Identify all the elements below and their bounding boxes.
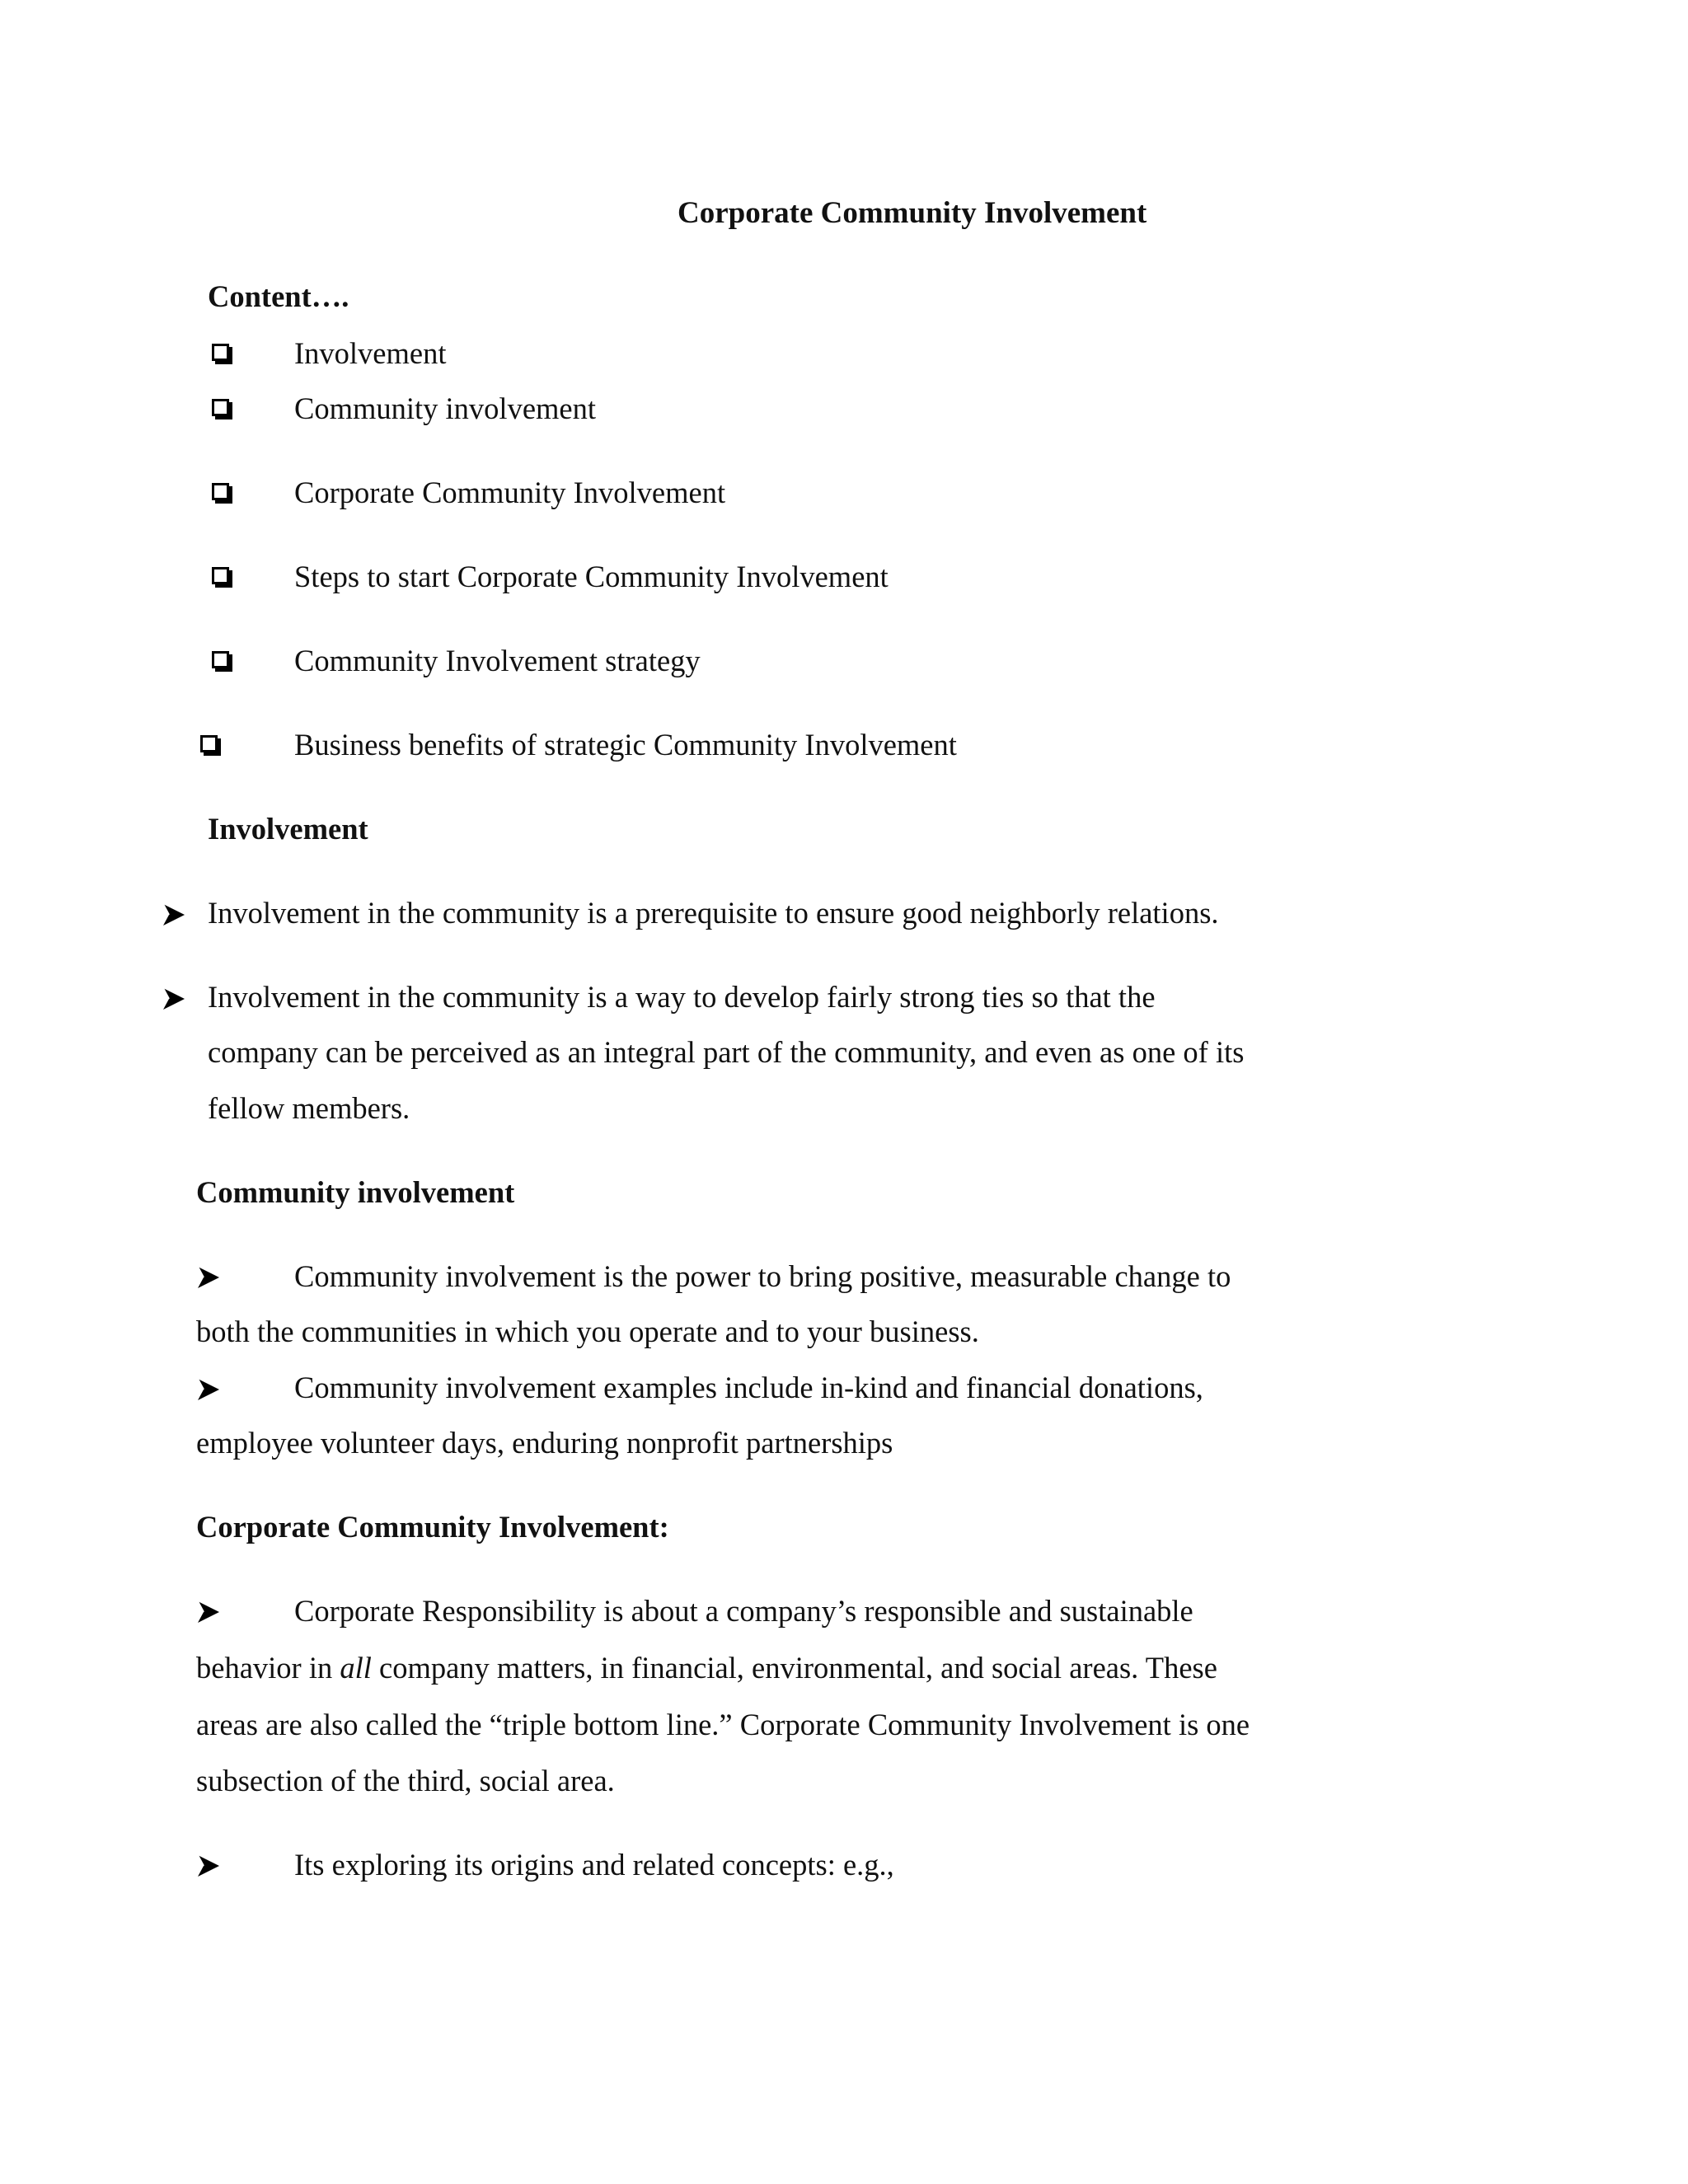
arrow-bullet-icon [162, 902, 186, 927]
checkbox-icon [212, 483, 229, 500]
bullet-text: both the communities in which you operate and to your business. [196, 1315, 979, 1348]
bullet-text: Community involvement is the power to bring positive, measurable change to [294, 1259, 1231, 1293]
section-heading-corporate-community-involvement: Corporate Community Involvement: [196, 1510, 669, 1544]
emphasis-text: all [340, 1651, 372, 1685]
content-heading: Content…. [208, 279, 349, 313]
bullet-text: fellow members. [208, 1091, 410, 1125]
bullet-text: Involvement in the community is a prerequisite to ensure good neighborly relations. [208, 896, 1219, 930]
bullet-text: areas are also called the “triple bottom line.” Corporate Community Involvement is one [196, 1708, 1250, 1741]
content-item: Involvement [294, 336, 447, 370]
arrow-bullet-icon [196, 1377, 221, 1402]
section-heading-involvement: Involvement [208, 812, 368, 846]
content-item: Business benefits of strategic Community Involvement [294, 728, 957, 762]
page-title: Corporate Community Involvement [678, 196, 1147, 230]
checkbox-icon [212, 567, 229, 584]
bullet-text: company can be perceived as an integral part of the community, and even as one of its [208, 1035, 1245, 1069]
checkbox-icon [200, 735, 218, 752]
content-item: Community involvement [294, 391, 596, 425]
bullet-text: Corporate Responsibility is about a company’s responsible and sustainable [294, 1594, 1193, 1628]
bullet-text: subsection of the third, social area. [196, 1764, 615, 1797]
arrow-bullet-icon [196, 1265, 221, 1290]
bullet-text [196, 1650, 1217, 1686]
bullet-text-part: behavior in [196, 1651, 340, 1685]
bullet-text: Involvement in the community is a way to develop fairly strong ties so that the [208, 980, 1156, 1014]
bullet-text: Its exploring its origins and related concepts: e.g., [294, 1848, 894, 1882]
bullet-text: employee volunteer days, enduring nonprofit partnerships [196, 1426, 893, 1460]
arrow-bullet-icon [196, 1600, 221, 1624]
checkbox-icon [212, 651, 229, 668]
arrow-bullet-icon [162, 987, 186, 1011]
checkbox-icon [212, 344, 229, 361]
content-item: Corporate Community Involvement [294, 476, 726, 509]
bullet-text-part: company matters, in financial, environmental, and social areas. These [371, 1651, 1217, 1685]
checkbox-icon [212, 399, 229, 416]
arrow-bullet-icon [196, 1854, 221, 1878]
content-item: Steps to start Corporate Community Involvement [294, 560, 889, 593]
bullet-text: Community involvement examples include in-kind and financial donations, [294, 1371, 1203, 1404]
content-item: Community Involvement strategy [294, 644, 701, 677]
section-heading-community-involvement: Community involvement [196, 1175, 515, 1209]
